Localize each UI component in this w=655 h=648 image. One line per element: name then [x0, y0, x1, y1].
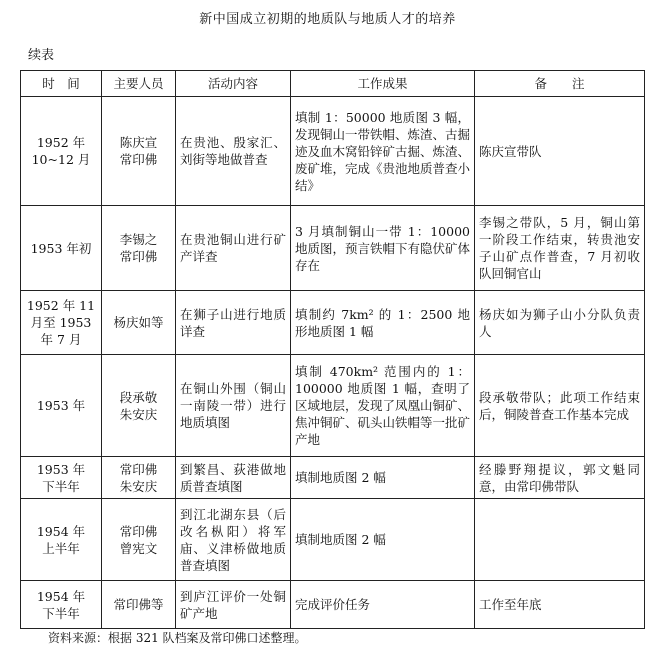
source-note: 资料来源：根据 321 队档案及常印佛口述整理。 — [48, 631, 307, 645]
cell-note: 段承敬带队；此项工作结束后，铜陵普查工作基本完成 — [475, 355, 645, 457]
cell-result: 填制约 7km² 的 1：2500 地形地质图 1 幅 — [291, 291, 475, 355]
cell-people: 段承敬 朱安庆 — [102, 355, 176, 457]
cell-people: 常印佛 曾宪文 — [102, 499, 176, 581]
header-activity: 活动内容 — [176, 71, 291, 97]
cell-note: 经滕野翔提议，郭文魁同意，由常印佛带队 — [475, 457, 645, 499]
cell-people: 常印佛 朱安庆 — [102, 457, 176, 499]
cell-time: 1953 年 — [21, 355, 102, 457]
page-title: 新中国成立初期的地质队与地质人才的培养 — [199, 12, 456, 27]
cell-result: 填制地质图 2 幅 — [291, 499, 475, 581]
cell-activity: 到庐江评价一处铜矿产地 — [176, 581, 291, 629]
cell-result: 填制地质图 2 幅 — [291, 457, 475, 499]
cell-people: 李锡之 常印佛 — [102, 206, 176, 291]
cell-note — [475, 499, 645, 581]
cell-activity: 在铜山外围（铜山一南陵一带）进行地质填图 — [176, 355, 291, 457]
cell-note: 李锡之带队，5 月，铜山第一阶段工作结束，转贵池安子山矿点作普查，7 月初收队回铜官山 — [475, 206, 645, 291]
table-row — [21, 499, 645, 581]
cell-time: 1952 年 10~12 月 — [21, 97, 102, 206]
cell-time: 1954 年 下半年 — [21, 581, 102, 629]
table-row — [21, 581, 645, 629]
table-row — [21, 206, 645, 291]
cell-time: 1953 年 下半年 — [21, 457, 102, 499]
header-note: 备 注 — [475, 71, 645, 97]
table-header-row — [21, 71, 645, 97]
cell-note: 杨庆如为狮子山小分队负责人 — [475, 291, 645, 355]
continued-label: 续表 — [28, 48, 55, 63]
table-row — [21, 457, 645, 499]
header-people: 主要人员 — [102, 71, 176, 97]
cell-people: 杨庆如等 — [102, 291, 176, 355]
cell-time: 1954 年 上半年 — [21, 499, 102, 581]
cell-activity: 在狮子山进行地质详查 — [176, 291, 291, 355]
cell-result: 填制 470km² 范围内的 1：100000 地质图 1 幅，查明了区域地层，发现了凤凰山铜矿、焦冲铜矿、矶头山铁帽等一批矿产地 — [291, 355, 475, 457]
cell-time: 1952 年 11 月至 1953 年 7 月 — [21, 291, 102, 355]
cell-result: 填制 1：50000 地质图 3 幅，发现铜山一带铁帽、炼渣、古掘迹及血木窝铅锌矿古掘、炼渣、废矿堆，完成《贵池地质普查小结》 — [291, 97, 475, 206]
cell-activity: 在贵池、殷家汇、刘街等地做普查 — [176, 97, 291, 206]
cell-note: 工作至年底 — [475, 581, 645, 629]
cell-people: 陈庆宣 常印佛 — [102, 97, 176, 206]
table-row — [21, 355, 645, 457]
header-result: 工作成果 — [291, 71, 475, 97]
table-row — [21, 97, 645, 206]
header-time: 时 间 — [21, 71, 102, 97]
cell-people: 常印佛等 — [102, 581, 176, 629]
table-row — [21, 291, 645, 355]
survey-table — [20, 70, 645, 629]
cell-time: 1953 年初 — [21, 206, 102, 291]
cell-activity: 到繁昌、荻港做地质普查填图 — [176, 457, 291, 499]
cell-activity: 在贵池铜山进行矿产详查 — [176, 206, 291, 291]
cell-result: 完成评价任务 — [291, 581, 475, 629]
cell-result: 3 月填制铜山一带 1：10000 地质图，预言铁帽下有隐伏矿体存在 — [291, 206, 475, 291]
cell-note: 陈庆宣带队 — [475, 97, 645, 206]
cell-activity: 到江北湖东县（后改名枞阳）将军庙、义津桥做地质普查填图 — [176, 499, 291, 581]
